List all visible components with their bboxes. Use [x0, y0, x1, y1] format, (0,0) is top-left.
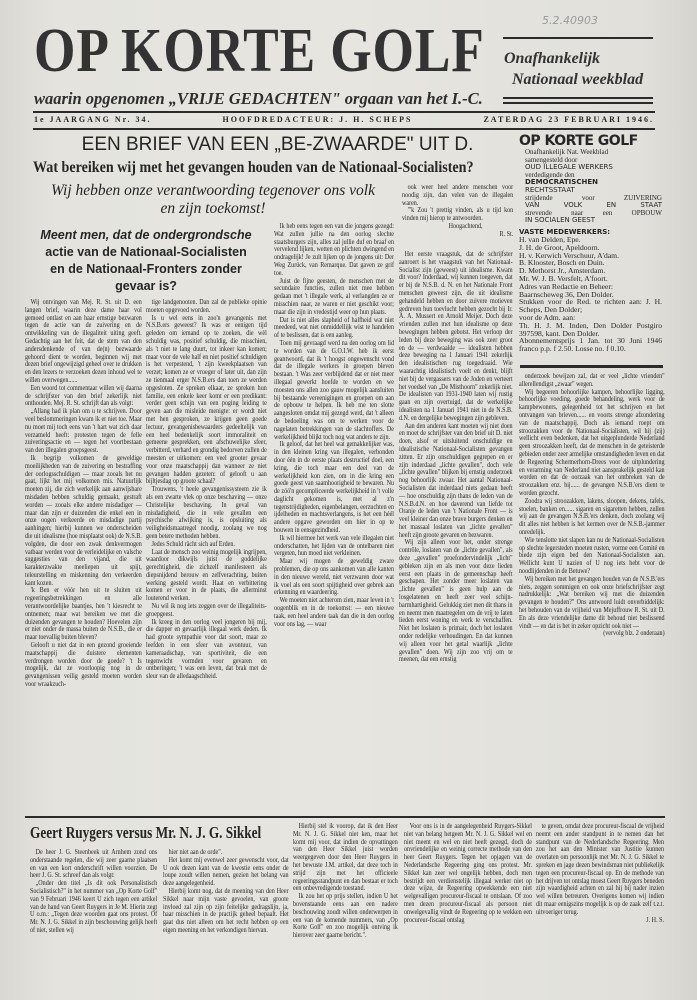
paragraph: Zoodra wij stroozakken, lakens, sloopen, dekens, tafels, stoelen, banken en...... sigaren en sigaretten hebben, zullen wij aan de gevangen N.S.B.'ers denken, doch zoolang wij dit alles niet hebben is het kermen over de N.S.B.-jammer onredelijk. — [519, 495, 665, 536]
letter-heading — [22, 227, 270, 295]
letter-heading-line: Meent men, dat de ondergrondsche — [40, 228, 252, 242]
paragraph: Hierbij komt nog, dat de meening van den Heer Sikkel naar mijn vaste gevoelen, van groote invloed zal zijn op zijn feitelijke gedragslijn, ja, haar misschien in de practijk geheel bepaalt. Het gaat dus niet alleen om het recht hebben op een eigen meening en het verkondigen hiervan. — [163, 885, 289, 934]
paragraph: onderzoek bewijzen zal, dat er veel „lichte vrienden" allerellendigst „zwaar" wegen. — [519, 371, 665, 388]
continued-note: (vervolg blz. 2 onderaan) — [603, 628, 665, 638]
paragraph: Ik geloof, dat het heel wat gemakkelijker was, in den kleinen kring van illegalen, verbonden door één in de eerste plaats destructief doel, een kring, die toch maar een deel van de werkelijkheid kon zien, om in die kring een goede geest van saamhoorigheid te bewaren. Nu de zóó'n gecompliceerde werkelijkheid in 't volle daglicht gekomen is, met al z'n tegenstrijdigheden, eigenbelangen, eerzuchten en ijdelheden en machtsverlangens, is het een héél andere opgave geworden om hier in op te bouwen in eensgezindheid. — [274, 439, 394, 535]
paragraph: 'k Ben er vóór hen uit te sluiten uit regeeringsbetrekkingen en alle verantwoordelijke baantjes, hen 't kiesrecht te ontnemen; maar wat bereiken we met die duizenden gevangen te houden? Hoevelen zijn er niet onder de massa buiten de N.S.B., die er maar toevallig buiten bleven? — [25, 585, 142, 642]
divider — [503, 97, 653, 99]
lead-column-4 — [399, 250, 513, 663]
second-column-2 — [163, 848, 289, 934]
colophon-line: RECHTSSTAAT — [525, 185, 575, 194]
paragraph: „Onder den titel „Is dit ook Personalistisch Socialistisch?" in het nummer van „Op Korte Golf" van 9 Februari 1946 keert U zich tegen een artikel van de hand van Geert Ruygers in Je M. Hierin zegt U o.m.: „Tegen deze woorden gaat ons protest. Of Mr. N. J. G. Sikkel in zijn beschouwing gelijk heeft of niet, stellen wij — [30, 878, 158, 934]
paragraph: Gelooft u niet dat in een gezond groeiende maatschappij die duistere elementen verdrongen worden door de goede? 't Is mogelijk, dat ze voorloopig nog in de gevangenissen veilig gesteld moeten worden voor wraakzuch- — [25, 640, 142, 689]
paragraph: hier niet aan de orde". — [168, 847, 223, 856]
paragraph: Ik begrijp volkomen de geweldige moeilijkheden van de zuivering en bestraffing der oorlogsschuldigen — maar zooals het nu gaat, lijkt het mij volkomen mis. Natuurlijk moeten zij, die zich werkelijk aan aanwijsbare misdaden hebben schuldig gemaakt, gestraft worden — zooals elke andere misdadiger — maar dan zijn er duizenden die enkel een in onze oogen verkeerde en misdadige partij aanhingen; hierbij kunnen we onderscheiden die uit idealisme (hoe misplaatst ook) de N.S.B. volgden, die door een zwak denkvermogen vatbaar werden voor de verleidelijke en valsche suggesties van den vijand, die uit karakterzwakte meeliepen uit spijt, teleurstelling en miskenning den verkeerden kant kozen. — [25, 452, 142, 587]
paragraph: Ik wil hiermee het werk van vele illegalen niet onderschatten, het lijden van de ontelbaren niet vergeten, hun moed niet verkleinen. — [274, 532, 394, 558]
paragraph: Hierbij stel ik voorop, dat ik den Heer Mr. N. J. G. Sikkel niet ken, maar het komt mij voor, dat indien de opvattingen van den Heer Sikkel juist worden weergegeven door den Heer Ruygers in het bewuste J.M. artikel, dat deze toch in strijd zijn met het officieele regeeringsstandpunt en dan bestaat er toch een onbevredigende toestand. — [293, 821, 398, 893]
paragraph: Ik zou het op prijs stellen, indien U het bovenstaande eens aan een nadere beschouwing zoudt willen onderwerpen in een van de komende nummers, van „Op Korte Golf" en zoo mogelijk ontving ik hierover zeer gaarne bericht.". — [293, 891, 398, 940]
col4-top-text — [402, 183, 513, 222]
paragraph: Ik heb eens tegen een van die jongens gezegd: Wat zullen jullie na den oorlog slechte staatsburgers zijn, alles zal jullie duf en braaf en vervelend lijken, wetten en plichten dwingend en ondragelijk! Je zult lijken op de jongens uit: Der Weg Zurück, van Remarque. Dat gaven ze grif toe. — [274, 221, 394, 277]
colophon-line: verdedigende den — [525, 170, 575, 179]
colophon-entry: Baarnscheweg 36, Den Dolder. — [519, 289, 614, 299]
colophon-entry: voor de Adm. aan: — [519, 312, 576, 322]
colophon-entry: Stukken voor de Red. te richten aan: J. H. Scheps, Den Dolder; — [519, 297, 662, 315]
masthead-subtitle: waarin opgenomen „VRIJE GEDACHTEN" orgaan van het I.-C. — [34, 89, 483, 108]
colophon-title: OP KORTE GOLF — [519, 133, 638, 149]
colophon-box — [519, 133, 662, 353]
lead-column-1 — [25, 298, 142, 688]
letter-heading-line: en de Nationaal-Fronters zonder — [50, 262, 242, 276]
tagline — [504, 48, 643, 90]
lead-column-5 — [519, 372, 665, 637]
address-block — [519, 283, 662, 353]
article-signature: J. H. S. — [646, 914, 664, 924]
colophon-line: OUD ILLEGALE WERKERS — [525, 163, 613, 172]
second-headline: Geert Ruygers versus Mr. N. J. G. Sikkel — [30, 823, 262, 842]
newspaper-title: OP KORTE GOLF — [34, 17, 485, 85]
colophon-entry: Mr. W. J. B. Versfelt, A'foort. — [519, 273, 608, 283]
paragraph: „Allang had ik plan om u te schrijven. Door veel beslommeringen kwam ik er niet toe. Maar nu moet mij toch eens van 't hart wat zich daar verzameld heeft: protesten tegen de felle zuiveringsactie en — tegen het voortbestaan van den illegalen groepsgeest. — [25, 406, 142, 455]
col5-text — [519, 372, 665, 629]
paragraph: Wij begeeren behoorlijke kampen, behoorlijke ligging, behoorlijke voeding, goede behandeling, werk voor de kampbewoners, gelegenheid tot het schrijven en het ontvangen van brieven...... en voorts strenge afzondering van de maatschappij. Doch als iemand roept om stroozakken voor de Nationaal-Socialisten, wil hij (zij) wellicht even bedenken, dat het uitgeplunderde Nederland geen stroozakken heeft, dat de menschen in de geteisterde gebieden onder zeer armelijke omstandigheden leven en dat de Regeering Schermerhorn-Drees voor de uitplundering en verarming van Nederland niet aansprakelijk gesteld kan worden en dat de oorzaak van het ontbreken van de stroozakken enz. bij...... de gevangen N.S.B.'ers dient te worden gezocht. — [519, 386, 665, 497]
second-column-4 — [404, 822, 532, 923]
lead-subhead: Wat bereiken wij met het gevangen houden van de Nationaal-Socialisten? — [33, 159, 474, 176]
colophon-entry: H. van Delden, Epe. — [519, 234, 581, 244]
colophon-entry: J. H. de Groot, Apeldoorn. — [519, 242, 600, 252]
divider — [33, 111, 655, 113]
paragraph: Wie tenslotte niet slapen kan nu de Nationaal-Socialisten op slechte legersteden moeten rusten, vorme een Comité en biede zijn eigen bed den Nationaal-Socialisten aan. Wellicht kunt U nazien of U nog iets hebt voor de noodlijdenden in de Betuwe? — [519, 534, 665, 575]
colophon-line: strevende naar een OPBOUW — [525, 208, 662, 217]
staff-heading: VASTE MEDEWERKERS: — [519, 227, 611, 236]
paragraph: ook weer heel andere menschen voor noodig zijn, dan velen van de illegalen waren. — [402, 182, 514, 207]
paragraph: Het komt mij evenwel zeer gewenscht voor, dat U ook dezen kant van de kwestie eens onder de loupe zoudt willen nemen, gezien het belang van deze aangelegenheid. — [163, 854, 289, 888]
issue-number: 1e JAARGANG Nr. 34. — [34, 115, 152, 124]
paragraph: Voor ons is in de aangelegenheid Ruygers-Sikkel niet van belang hetgeen Mr. N. J. G. Sikkel wel en niet meent en wel en niet heeft gezegd, doch de onvriendelijke en weinig correcte methode van den heer Geert Ruygers. Tegen het opjagen van de Nederlandsche Regeering ging ons protest. Mr. Sikkel kan zeer wel ongelijk hebben, doch men bestrijdt een verdienstelijk illegaal werker niet op deze wijze, de Regeering opwekkende een niet welgevalligen procureur-fiscaal te ontslaan. Of zoo men dezen procureur-fiscaal als persoon niet onwelgevallig vindt de Regeering op te wekken een procureur-fiscaal ontslag — [404, 821, 532, 924]
divider — [33, 128, 655, 130]
paragraph: Dat is niet alles slapheid of halfheid wat niet meedeed, wat niet onmiddellijk wist te handelen of te beslissen, dat is een aanleg. — [274, 314, 394, 340]
editor: HOOFDREDACTEUR: J. H. SCHEPS — [222, 115, 413, 124]
staff-list — [519, 236, 662, 283]
paragraph: Laat de mensch zoo weinig mogelijk ingrijpen, waardoor dikwijls juist de goddelijke gerechtigheid, die zichzelf manifesteert als diepsnijdend berouw en zelfverachting, buiten werking gesteld wordt. Haat en verbittering komen er voor in de plaats, die allerminst louterend werken. — [146, 546, 267, 603]
lead-kicker — [28, 182, 398, 218]
colophon-line: VAN VOLK EN STAAT — [525, 201, 662, 210]
issue-info-bar — [34, 115, 654, 125]
lead-column-2 — [146, 298, 267, 680]
paragraph: Nu wil ik nog iets zeggen over de illegaliteits-groepgeest. — [146, 601, 267, 618]
letter-heading-line: actie van de Nationaal-Socialisten — [45, 245, 247, 259]
paragraph: Toen mij gevraagd werd na den oorlog om lid te worden van de G.O.I.W. heb ik eerst geantwoord, dat ik 't hoogst ongewenscht vond dat de illegale werkers in groepen bleven bestaan. 't Was zeer verblijdend dat er niet meer illegaal gewerkt hoefde te worden en we moesten ons allen zoo gauw mogelijk aansluiten bij bestaande vereenigingen en groepen om aan de opbouw te helpen. Ik heb me ten slotte aangesloten omdat mij gezegd werd, dat 't alleen de bedoeling was om te werken voor de nagelaten betrekkingen van de slachtoffers. De werkelijkheid blijkt toch nog wat anders te zijn. — [274, 337, 394, 441]
tagline-line: Onafhankelijk — [504, 50, 601, 67]
paragraph: Een woord tot commentaar willen wij daarna de schrijfster van den brief zekerlijk niet onthouden. Mej. R. St. schrijft dan als volgt: — [25, 382, 142, 408]
paragraph: Is u wel eens in zoo'n gevangenis met N.S.B.ers geweest? Ik was er eenigen tijd geleden om iemand op te zoeken, die wèl schuldig was, positief schuldig, die misschien, als 't niet te lang duurt, tot inkeer kan komen; maar voor de vele half en niet positief schuldigen is het verpestend, 't zijn kweekplaatsen van verzet; komen ze er vroeger of later uit, dan zijn ze tienmaal erger N.S.B.ers dan toen ze werden opgesloten. Ze spreken elkaar, ze spreken hun familie, een enkele keer komt er een predikant: verder geen schijn van een poging leiding te geven aan die misleide menigte: er wordt niet met hen gesproken, ze krijgen geen goede lectuur, gevangenisbewaarders gedeeltelijk van een heel bedenkelijk soort immoraliteit en gemeene gesprekken, een afschuwelijke sfeer, verbitterd, verhard en grondig bedorven zullen de meesten er uitkomen: een veel grooter gevaar voor onze maatschappij dan wanneer ze niet gevangen hadden gezeten: of gelooft u aan bijltjesdag op groote schaal? — [146, 312, 267, 486]
colophon-entry: H. v. Kerwich Verschuur, A'dam. — [519, 250, 619, 260]
colophon-line: samengesteld door — [525, 155, 578, 164]
lead-headline: EEN BRIEF VAN EEN „BE-ZWAARDE" UIT D. — [81, 134, 474, 155]
divider — [503, 37, 653, 39]
letter-heading-line: gevaar is? — [115, 279, 177, 293]
paragraph: Wij zijn alleen voor het, onder strenge contrôle, loslaten van de „lichte gevallen", als deze „gevallen" proefondervindelijk „licht" gebleken zijn en als men voor deze lieden eerst een plaats in de gemeenschap heeft geschapen. Het zonder meer loslaten van „lichte gevallen" is geen hulp aan de losgelatenen en heeft zeer veel schijn-barmhartigheid. Gelukkig ziet men dit thans in en neemt men maatregelen om de vrij te laten lieden eerst woning en werk te verschaffen. Niet het loslaten is primair, doch het loslaten onder redelijke verhoudingen. En dat kunnen wij alleen voor het getal waarlijk „lichte gevallen" doen. Wij zijn zoo vrij om te meenen, dat een ernstig — [399, 537, 513, 664]
divider — [25, 816, 665, 818]
paragraph: Maar wij mogen de geweldig zware problemen, die op ons aankomen van alle kanten in den nieuwe wereld, niet verzwaren door wat ik voel als een soort spijtigheid over gebrek aan erkenning en waardeering. — [274, 556, 394, 597]
divider — [503, 102, 653, 104]
second-column-5 — [536, 822, 664, 923]
second-column-1 — [30, 848, 157, 934]
colophon-entry: Th. H. J. M. Inden, Den Dolder Postgiro 397598, kant. Den Dolder. — [519, 320, 662, 338]
colophon-entry: Adres van Redactie en Beheer: — [519, 281, 614, 291]
paragraph: Het eerste vraagstuk, dat de schrijfster aanroert is het vraagstuk van het Nationaal-Socialist zijn (geweest) uit idealisme. Kwam dit voor? Inderdaad, wij kunnen toegeven, dat er bij de N.S.B. d. N. en het Nationale Front menschen geweest zijn, die uit idealisme gehandeld hebben en door zuivere motieven gedreven hun toevlucht hebben gezocht bij Ir. A. A. Mussert en Arnold Meijer. Doch deze vrienden zullen met hun idealisme op deze bewegingen hebben gebotst. Het verloop der leden bij deze beweging was ook zeer groot en de — verdwaalde — idealisten hebben deze beweging na 1 Januari 1941 zekerlijk den idealistischen rug toegedraaid. Wie waarachtig idealistisch voelt en denkt, blijft niet bij de vergassers van de Joden en verteert het voedsel van „De Misthoorn" zekerlijk niet. De idealisten van 1931-1940 laten wij rustig gaan en zijn overtuigd, dat de werkelijke idealisten na 1 Januari 1941 niet in de N.S.B. d.N. en dergelijke bewegingen zijn gebleven. — [399, 249, 513, 422]
colophon-entry: D. Methorst Jr., Amsterdam. — [519, 266, 606, 276]
paragraph: te geven, omdat deze procureur-fiscaal de vrijheid neemt een ander standpunt in te nemen dan het standpunt van de Nederlandsche Regeering. Men zou het aan den Minister van Justitie kunnen overlaten om persoonlijk met Mr. N. J. G. Sikkel te spreken en jage dezen bewindsman niet publiekelijk tegen een procureur-fiscaal op. En de methode van het drijven tot ontslag moest Geert Ruygers beneden zijn waardigheid achten en zal hij bij nader inzien wel willen betreuren. Overigens komen wij indien dit maar eenigszins mogelijk is op de zaak zelf t.z.t. uitvoeriger terug. — [536, 821, 664, 916]
paragraph: Wij bereiken met het gevangen houden van de N.S.B.'ers niets, zeggen sommigen en ook onze briefschrijfster zegt nadrukkelijk: „Wat bereiken wij met die duizenden gevangen te houden?" Ons antwoord luidt onverbiddelijk: het behouden van de vrijheid van Mejuffrouw R. St. uit D. En als deze vriendelijke dame dit behoud niet beslissend vindt — en dat is het in zeker opzicht ook niet — — [519, 573, 665, 630]
archive-mark: 5.2.40903 — [542, 14, 598, 27]
kicker-line: en zijn toekomst! — [160, 200, 266, 217]
kicker-line: Wij hebben onze verantwoording tegenover ons volk — [51, 182, 375, 199]
paragraph: De heer J. G. Steenbeek uit Arnhem zond ons onderstaande regelen, die wij zeer gaarne plaatsen en van een kort onderschrift willen voorzien. De heer J. G. St. schreef dan als volgt: — [30, 847, 158, 880]
lead-column-3 — [274, 222, 394, 627]
paragraph: Jedes Schuld rächt sich auf Erden. — [151, 538, 235, 548]
colophon-line: strijdende voor ZUIVERING — [525, 193, 662, 202]
second-column-3 — [293, 822, 398, 939]
divider — [520, 365, 663, 368]
colophon-line: Onafhankelijk Nat. Weekblad — [525, 148, 609, 156]
colophon-line: DEMOCRATISCHEN — [525, 178, 598, 187]
colophon-entry: B. Klooster, Bosch en Duin. — [519, 258, 605, 268]
issue-date: ZATERDAG 23 FEBRUARI 1946. — [483, 115, 654, 124]
paragraph: Ik kreeg in den oorlog veel jongeren bij mij, die dapper en gevaarlijk illegaal werk deden. Ik had groote sympathie voor dat soort, maar ze leefden in een sfeer van avontuur, van kameraadschap, van sportiviteit, die een tegenwicht vormden voor gevaren en ontberingen; 't was een leven, dat brak met de sleur van de alledaagschheid. — [146, 616, 267, 681]
paragraph: Juist de fijne geesten, de menschen met de secundaire functies, zullen niet mee hebben gedaan met 't illegale werk, al verlangden ze er misschien naar, ze waren er niet geschikt voor; maar die zijn in vredestijd weer op hun plaats. — [274, 275, 394, 316]
paragraph: We moeten niet achterom zien, maar leven in 't oogenblik en in de toekomst: — een nieuwe taak, een heel andere taak dan die in den oorlog voor ons lag, — waar — [274, 595, 394, 628]
tagline-line: Nationaal weekblad — [512, 71, 644, 88]
letter-signature: R. St. — [499, 228, 514, 238]
colophon-line: IN SOCIALEN GEEST — [525, 216, 595, 225]
paragraph: tige landgenooten. Dan zal de publieke opinie moeten opgevoed worden. — [146, 297, 267, 314]
paragraph: "'k Zou 't prettig vinden, als u tijd kon vinden mij hierop te antwoorden. — [402, 205, 514, 223]
lead-column-4-top — [402, 183, 513, 238]
paragraph: Wij ontvingen van Mej. R. St. uit D. een langen brief, waarin deze dame haar vol gemoed ontlast en aan haar ernstige bezwaren tegen de actie van de zuivering en de ontwikkeling van de illegaliteit uiting geeft. Gedachtig aan het feit, dat de stem van den andersdenkende of van de(n) bezwaarde gehoord dient te worden, beginnen wij met dezen brief ongewijzigd geheel over te drukken en den lezers te verzoeken dezen inhoud wel te willen overwegen...... — [25, 297, 142, 384]
paragraph: Trouwens, 't heele gevangenissysteem zie ik als een zwarte vlek op onze beschaving — onze Christelijke beschaving. In geval van misdadigheid, die in vele gevallen een psychische afwijking is, is opsluiting als veiligheidsmaatregel noodig, zoolang we nog geen betere methoden hebben. — [146, 484, 267, 540]
colophon-entry: Abonnementsprijs 1 Jan. tot 30 Juni 1946 franco p.p. f 2.50. Losse no. f 0.10. — [519, 336, 662, 354]
paragraph: Aan den anderen kant moeten wij niet doen en moet de schrijfster van den brief uit D. niet doen, alsof er uitsluitend onschuldige en idealistische Nationaal-Socialisten gevangen zitten. Er zijn onschuldigen gegrepen en er zijn inderdaad „lichte gevallen", doch vele „lichte gevallen" blijken bij ernstig onderzoek nog behoorlijk zwaar. Het aantal Nationaal-Socialisten dat inderdaad niets gedaan heeft — hoe onschuldig zijn thans de leden van de N.S.B.d.N. en hoe daverend van liefde tot Oranje de leden van 't Nationale Front — is veel kleiner dan onze brave burgers denken en het massaal loslaten van „lichte gevallen" heeft zijn groote gevaren en bezwaren. — [399, 420, 513, 539]
letter-closing: Hoogachtend, — [448, 220, 483, 230]
col-text — [536, 822, 664, 916]
